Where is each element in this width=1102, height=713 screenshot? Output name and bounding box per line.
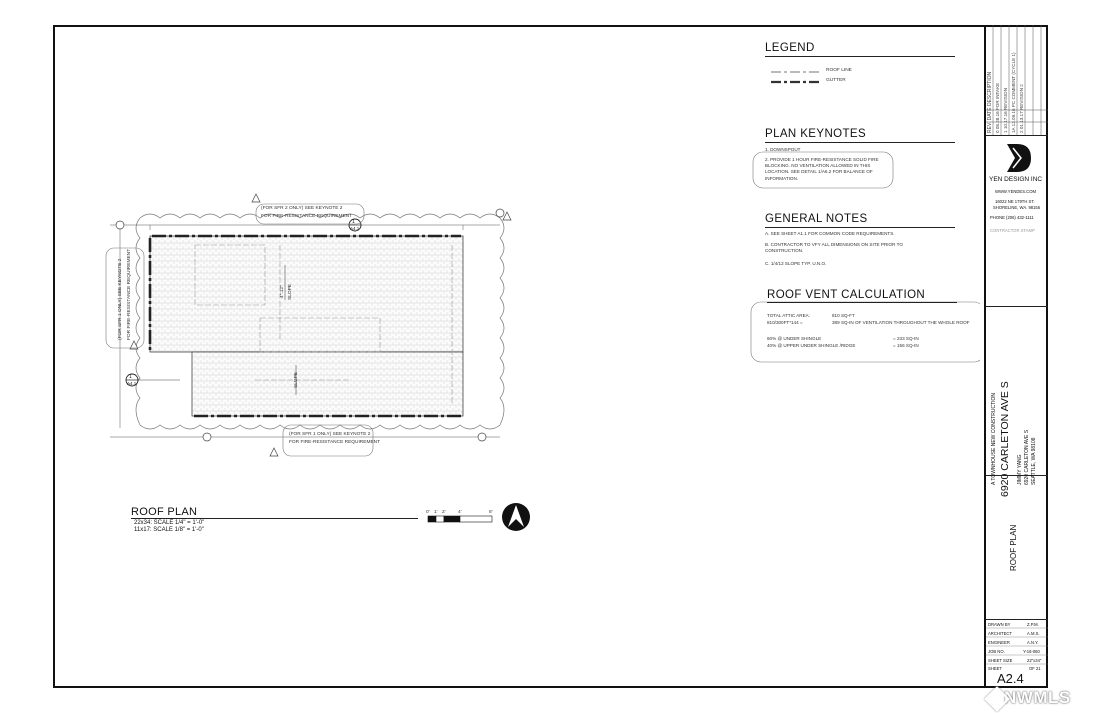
revision-row: 1A 12.09.16 PC COMMENT (CYCLE 1) [1011,52,1016,133]
sheet-title: ROOF PLAN [1009,524,1018,571]
general-note-item: B. CONTRACTOR TO VFY ALL DIMENSIONS ON SITE PRIOR TO CONSTRUCTION. [765,242,903,254]
plan-scale-2: 11x17: SCALE 1/8" = 1'-0" [134,527,204,533]
project-client: JIMMY YANG [1017,454,1023,485]
section-tag-number: 1 [129,374,132,380]
company-block [985,135,1048,251]
slope-ratio: 4":12" [280,285,285,298]
vent-row-value: 389 SQ-IN OF VENTILATION THROUGHOUT THE WHOLE ROOF [832,320,970,325]
info-label: ENGINEER [988,640,1010,645]
general-notes-rule [765,227,955,228]
info-value: A.M.S. [1027,631,1040,636]
scale-bar-label: 2' [442,510,446,515]
info-value: Z.P.M. [1027,622,1039,627]
general-notes-title: GENERAL NOTES [765,213,868,225]
revision-row: 0 08.28.16 FOR INTAKE [995,82,1000,133]
info-table-lines [985,619,1048,675]
title-block-rule [986,135,1048,136]
slope-label: SLOPE [288,284,293,300]
info-label: SHEET SIZE [988,658,1013,663]
title-block [985,25,1048,688]
plan-note-bottom: (FOR SFR 1 ONLY) SEE KEYNOTE 2 [289,432,371,437]
scale-bar-label: 1' [434,510,438,515]
general-note-item: C. 1/4/12 SLOPE TYP. U.N.O. [765,261,827,266]
plan-note-top: (FOR SFR 2 ONLY) SEE KEYNOTE 2 [261,206,343,211]
company-phone: PHONE (206) 432-1111 [990,215,1034,220]
section-tag-ref: A4.1 [127,381,137,386]
company-name: YEN DESIGN INC [989,176,1043,183]
scale-bar-label: 8' [489,510,493,515]
plan-title: ROOF PLAN [131,506,198,518]
section-tag-number: 1 [352,219,355,225]
vent-row-value: = 233 SQ-IN [893,336,919,341]
scale-bar [428,516,492,522]
project-address-2: SEATTLE, WA 98108 [1031,437,1037,485]
project-name: 6920 CARLETON AVE S [999,381,1011,497]
company-website: WWW.YENDES.COM [995,189,1036,194]
general-note-item: A. SEE SHEET A1.1 FOR COMMON CODE REQUIREMENTS. [765,231,895,236]
plan-scale-1: 22x34: SCALE 1/4" = 1'-0" [134,520,205,526]
company-logo-icon [1003,142,1033,174]
legend-title: LEGEND [765,42,815,54]
vent-row-label: 40% @ UPPER UNDER SHINGLE /RIDGE [767,343,856,348]
plan-note-left-2: FOR FIRE-RESISTANCE REQUIREMENT [127,248,132,340]
scale-bar-label: 0' [426,510,430,515]
info-value: Y-16-060 [1023,649,1040,654]
plan-note-top-2: FOR FIRE-RESISTANCE REQUIREMENT [261,214,353,219]
keynotes-title: PLAN KEYNOTES [765,128,867,140]
info-label: ARCHITECT [988,631,1012,636]
legend-item-gutter: GUTTER [826,78,846,83]
revision-row: 2 01.13.17 REVISION 2 [1019,84,1024,133]
plan-note-bottom-2: FOR FIRE-RESISTANCE REQUIREMENT [289,440,381,445]
title-block-rule [986,306,1048,307]
vent-row-label: TOTAL ATTIC AREA: [767,313,810,318]
info-value: A.N.Y. [1027,640,1039,645]
keynote-item: 1. DOWNSPOUT [765,147,801,152]
vent-title: ROOF VENT CALCULATION [767,289,926,301]
legend-rule [765,56,955,57]
project-type: A TOWNHOUSE NEW CONSTRUCTION [991,392,997,485]
revision-header: REV. DATE DESCRIPTION [987,71,993,133]
info-label: JOB NO. [988,649,1005,654]
vent-row-value: = 156 SQ-IN [893,343,919,348]
vent-row-label: 810/300FT*144 = [767,320,803,325]
vent-row-value: 810 SQ-FT [832,313,855,318]
title-block-rule [986,475,1048,476]
revision-row: 1 10.17.16 REVISION [1003,88,1008,133]
north-arrow-icon [502,503,530,531]
plan-title-rule [131,518,418,519]
plan-note-left: (FOR SFR 1 ONLY) SEE KEYNOTE 2 [118,258,123,340]
slope-label: SLOPE [294,372,299,388]
info-value: 22"x34" [1027,658,1042,663]
vent-row-label: 60% @ UNDER SHINGLE [767,336,822,341]
keynote-item: 2. PROVIDE 1 HOUR FIRE-RESISTANCE SOLID FIRE BLOCKING. NO VENTILATION ALLOWED IN THIS LOCATION. SEE DETAIL 1/A6.2 FOR BALANCE OF INFORMATION. [765,157,879,181]
sheet-title-block [985,475,1048,619]
contractor-stamp: CONTRACTOR STAMP [990,228,1035,233]
project-address-1: 6920 CARLETON AVE S [1024,429,1030,485]
section-tag-ref: A4.1 [350,226,360,231]
legend-item-roof-line: ROOF LINE [826,68,852,73]
info-value: OF 21 [1029,666,1041,671]
info-label: SHEET [988,666,1002,671]
watermark-text: NWMLS [1004,688,1071,707]
vent-rule [767,302,957,303]
info-label: DRAWN BY [988,622,1011,627]
company-address-2: SHORELINE, WA. 98155 [993,205,1041,210]
company-address-1: 16022 NE 179TH ST. [995,199,1035,204]
keynotes-rule [765,142,955,143]
scale-bar-label: 4' [458,510,462,515]
title-block-divider [984,25,986,688]
sheet-number: A2.4 [997,671,1024,686]
